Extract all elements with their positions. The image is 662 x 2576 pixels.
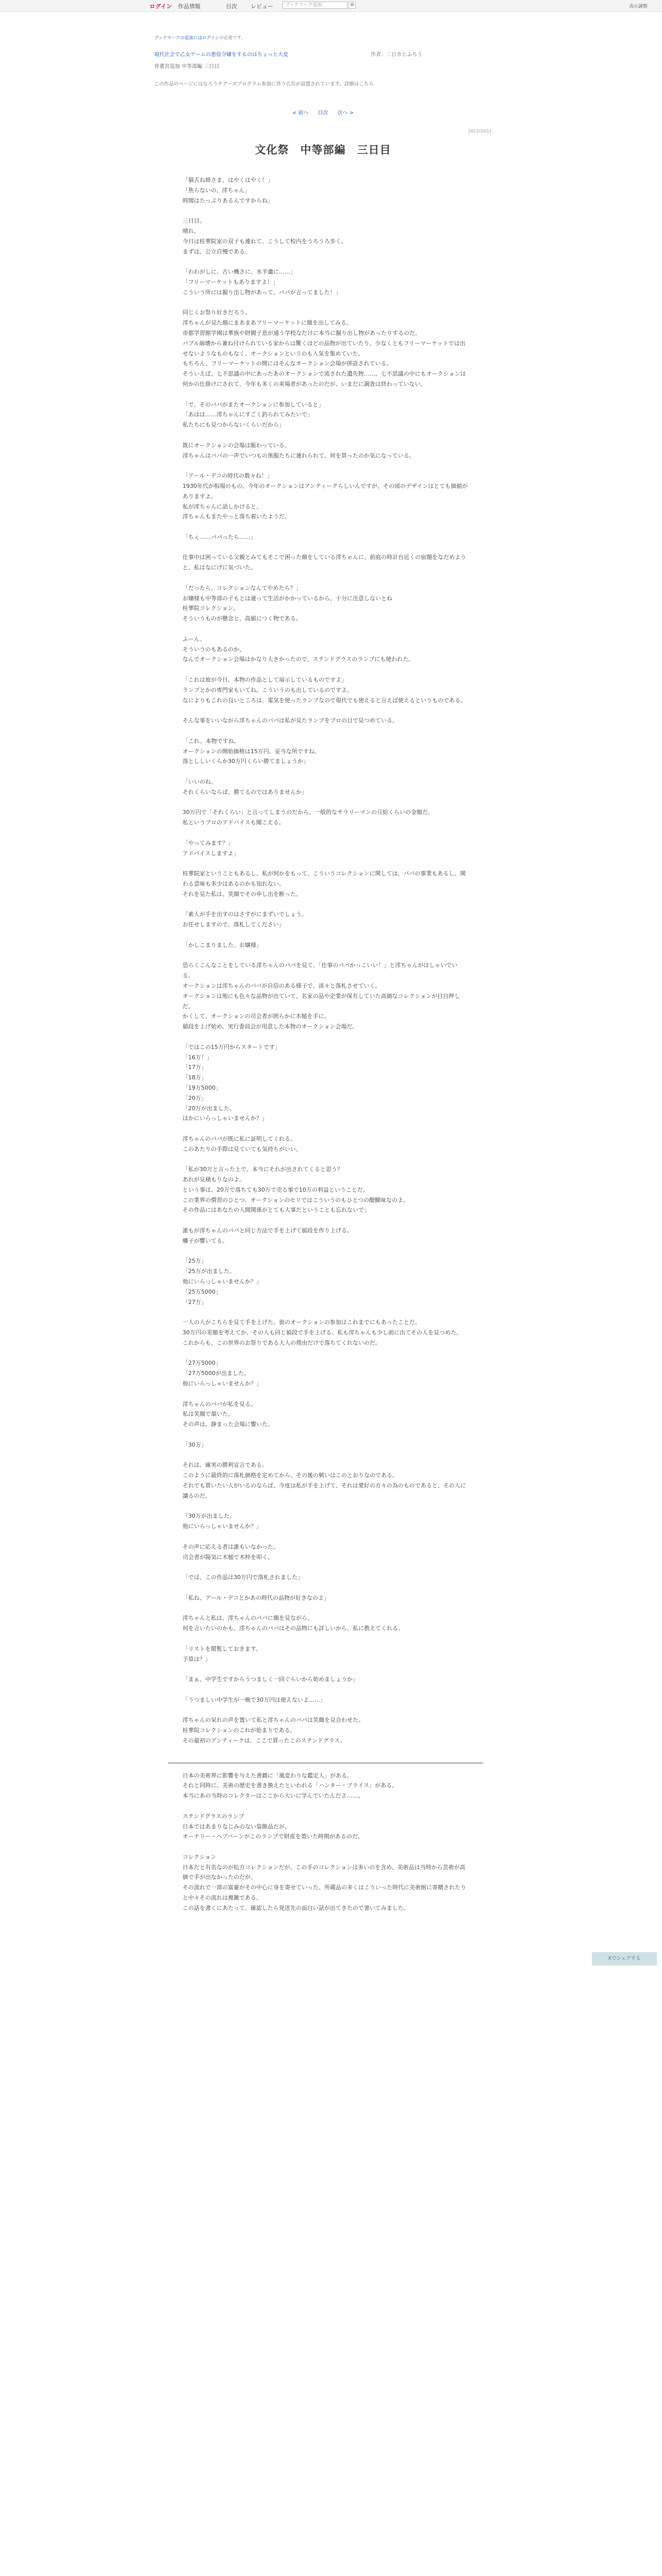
body-paragraph: 「素人が手を出すのはさすがにまずいでしょう。 お任せしますので、落札してください」 「かしこまりました。お嬢様」 [183,911,307,948]
gear-icon[interactable]: ⚙ [349,2,356,9]
body-paragraph: 「私が30万と言った上で、本当にそれが出されてくると思う？ あれが見積もりなのよ。 という事は、20万で落ちても30万で売る事で10万の利益ということだ。 この業界の慣習のひとつ、オークションのセリではこういうのもひとつの醍醐味なのよ。 その作品にはあなたの人間関係がとても大事だということも忘れないで」 [183,1166,409,1214]
nav-item-toc[interactable]: 目次 [226,3,237,10]
bookmark-input[interactable]: ブックマーク追加 [283,2,347,9]
body-paragraph: 同じくお祭り好きだろう。 澪ちゃんが見た顔にまあまあフリーマーケットに顔を出してみる。 帝都学習館学園は華族や財閥子息が通う学校なだけに本当に掘り出し物があったりするのだ。 バブル崩壊から兼ね付けられている家からは驚くほどの品物が出ていたり、少なくともフリーマーケットでは出せないようなものもなく、オークションというのも人気を集めていた。 もちろん、フリーマーケットの開にはそんなオークション会場が併設されている。 そういえば、七不思議の中にあったあのオークションで流された遺失物……、七不思議の中にもオークションは何かの仕掛けにされて、今年も多くの来場者があったのだが、いまだに調査は終わっていない。 [183,309,466,387]
body-paragraph: 「私ね、アール・デコとかあの時代の品物が好きなのよ」 澪ちゃんと私は、澪ちゃんのパパに顔を見ながら、 何を言いたいのかも、澪ちゃんのパパはその品物にも詳しいから、私に教えてくれる。 [183,1594,404,1632]
body-paragraph: 「これは彼が今日、本物の作品として展示しているものですよ」 ランプとかの専門家もいてね。こういうのも出しているのですよ。 なによりもこれの良いところは、電気を使ったランプなので現代でも使えると言えば使えるというものである。 [183,676,466,704]
series-subtitle: 骨董宮追加 中等部編 三日目 [154,64,220,70]
pager-top [154,108,492,116]
body-paragraph: 澪ちゃんの呆れの声を置いて私と澪ちゃんのパパは笑顔を見合わせた。 桂華院コレクションのこれが始まりである。 その最初のアンティークは、ここで買ったこのステンドグラス。 [183,1717,364,1744]
body-paragraph: 一人の人がこちらを見て手を上げた。彼のオークションの参加はこれまでにもあったことだ。 30万円の差額を考えてか、その人も同じ値段で手を上げる。私も澪ちゃんも少し前に出てその人を見つめた。 これからも、この世界のお祭りである大人の理由だけで落ちてくれないのだ。 [183,1319,462,1346]
afterword-paragraph: ステンドグラスのランプ 日本ではあまりなじみのない装飾品だが、 オーナリー・ヘブバーンがこのランプで財産を築いた時期があるのだ。 [183,1812,363,1840]
body-paragraph: 「27万5000」 「27万5000が出ました。 他にいらっしゃいませんか？」 [183,1360,262,1387]
body-paragraph: 「30万が出ました。 他にいらっしゃいませんか？」 その声に応える者は誰もいなかった。 司会者が陽気に木槌で木枠を叩く。 [183,1513,279,1561]
body-paragraph: 「だったら、コレクションなんてやめたら？」 お嬢様も中等部の子もとは違って生活がかかっているから、十分に注意しないとね 桂華院コレクション。 そういうものが懸念と、高値につく物である。 [183,584,392,622]
body-paragraph: 「ちぇ……パパったら……」 仕事中は困っている父親とみてもそこで困った顔をしている澪ちゃんに、前庭の時計台近くの宿題をなだめようと、私はなにげに気づいた。 [183,533,466,571]
author-name[interactable]: 作者：二日市とふろう [371,52,422,58]
body-paragraph: 澪ちゃんのパパが既に私に証明してくれる。 このあたりの手際は見ていても気持ちがいい。 [183,1135,302,1153]
body-paragraph: そんな事をいいながら澪ちゃんのパパは私が見たランプをプロの目で見つめている。 [183,717,398,724]
share-button[interactable]: Xでシェアする [592,1952,657,1965]
login-link[interactable]: ログイン [150,3,172,10]
afterword-paragraph: コレクション 日本だと有名なのが松方コレクションだが、この手のコレクションは多いのを含め、美術品は当時から芸術が高価で手が出なかったのだが、 その流れで一部の富豪がその中心に身を寄せていった、所蔵品の多くはこういった時代に美術館に寄贈されたりと中々その流れは複雑である。 この話を書くにあたって、確認したら発送先の面白い話が出てきたので書いてみました。 [183,1853,466,1911]
body-paragraph: それは、確実の勝利宣言である。 このように最終的に落札価格を定めてから、その後の戦いはこのとおりなのである。 それでも買いたい人がいるのならば、今度は私が手を上げて、それは愛好の方々の為のものであると、その人に譲るのだ。 [183,1462,466,1499]
body-paragraph: 「25万」 「25万が出ました。 他にいらっしゃいませんか？」 「25万5000」 「27万」 [183,1258,262,1306]
nav-item-info[interactable]: 作品情報 [178,3,201,10]
top-navigation-bar [0,0,662,12]
chapter-body [183,175,469,1923]
body-paragraph: ふーん、 そういうのもあるのか、 なんでオークション会場はかなり大きかったので、ステンドグラスのランプにも使われた。 [183,635,415,663]
ad-notice: この作品のページにはなろうチアーズプログラム参加に伴う広告が設置されています。詳細はこちら [154,81,374,87]
body-paragraph: 「ではこの15万円からスタートです」 「16万！」 「17万」 「18万」 「19万5000」 「20万」 「20万が出ました。 ほかにいらっしゃいませんか？」 [183,1043,280,1122]
afterword-paragraph: 日本の美術界に影響を与えた書籍に「風変わりな鑑定人」がある。 それと同時に、美術の歴史を書き換えたといわれる「ハンター・ブライス」がある。 本当にあの当時のコレクターはここから大いに学んでいたんだよ……。 [183,1772,398,1800]
body-paragraph: 「猫舌ね姉さま、はやくはやく！」 「焦らないの、澪ちゃん」 時間はたっぷりあるんですからね」 三日目。 晴れ。 今日は桂華院家の双子も連れて、こうして校内をうろうろ歩く。 まずは、公立自慢である。 [183,177,347,255]
display-settings-link[interactable]: 表示調整 [628,4,648,9]
body-paragraph: 「では、この作品は30万円で落札されました」 [183,1574,303,1581]
body-paragraph: 「で、そのパパがまたオークションに参加していると」 「あはは……澪ちゃんにすごく釣られてみたいで」 私たちにも見つからないくらいだから」 既にオークションの会場は賑わっている。 澪ちゃんはパパの一声でいつもの黒服たちに連れられて、何を買ったのか気になっている。 [183,401,415,459]
next-link[interactable]: 次へ > [337,110,354,116]
bookmark-notice: ブックマークの追加にはログインが必要です。 [154,36,245,41]
nav-item-review[interactable]: レビュー [251,3,273,10]
chapter-title: 文化祭 中等部編 三日目 [255,144,391,156]
body-paragraph: 「リストを閲覧しておきます。 予算は？」 「まぁ、中学生ですからうつましく一回ぐらいから始めましょうか」 「うつましい中学生が一晩で30万円は使えないよ……」 [183,1645,358,1703]
series-title-link[interactable]: 現代社会で乙女ゲームの悪役令嬢をするのはちょっと大変 [154,52,288,58]
publish-date: 2023/10/11 [468,129,492,133]
toc-link[interactable]: 目次 [318,110,328,116]
notice-login-link[interactable]: ログイン [202,36,220,41]
body-paragraph: 澪ちゃんのパパが私を見る。 私は笑顔で頷いた。 その声は、静まった会場に響いた。 [183,1400,273,1428]
body-paragraph: 「わわがしに、古い機さに、水羊羹に……」 「フリーマーケットもありますよ！」 こういう所には掘り出し物があって、パパが言ってました！」 [183,268,341,296]
body-paragraph: 「30万」 [183,1441,207,1448]
afterword-divider [168,1762,483,1764]
body-paragraph: 恐らくこんなことをしている澪ちゃんのパパを見て、「仕事のパパかっこいい！」と澪ちゃんがはしゃいでいる。 オークションは澪ちゃんのパパが自信のある様子で、淡々と落札させていく。 オークションは他にも色々な品物が出ていて、名家の品や企業が保有していた高価なコレクションが目白押しだ。 かくして、オークションの司会者が朗らかに木槌を手に。 値段を上げ始め、実行委員会が用意した本物のオークション会場だ。 [183,962,460,1030]
prev-link[interactable]: < 前へ [292,110,309,116]
body-paragraph: 誰もが澪ちゃんのパパと同じ方法で手を上げて値段を作り上げる。 囃子が響いてる。 [183,1227,353,1244]
body-paragraph: 「これ、本物ですね。 オークションの開始価格は15万円。妥当な所ですね。 落とししいくらか30万円くらい勝てましょうか」 「いいのね。 それくらいならば、勝てるのではありませんか」 30万円で「それくらい」と言ってしまうのだから、一般的なサラリーマンの月給くらいの金額だ。 私というプロのアドバイスも聞こえる。 [183,737,434,826]
body-paragraph: 「アール・デコの時代の数々ね！」 1930年代が相場のもの、今年のオークションはアンティークらしいんですが、その頃のデザインはとても価値がありますよ。 私が澪ちゃんに話しかけると、 澪ちゃんもまたやっと落ち着いたようだ。 [183,472,468,520]
body-paragraph: 「やってみます？」 アドバイスしますよ」 桂華院家ということもあるし、私が何かをもって、こういうコレクションに関しては、パパの事業もあるし、関わる意味も多少はあるのかも知れない。 それを見た私は、笑顔でその申し出を断った。 [183,839,466,897]
